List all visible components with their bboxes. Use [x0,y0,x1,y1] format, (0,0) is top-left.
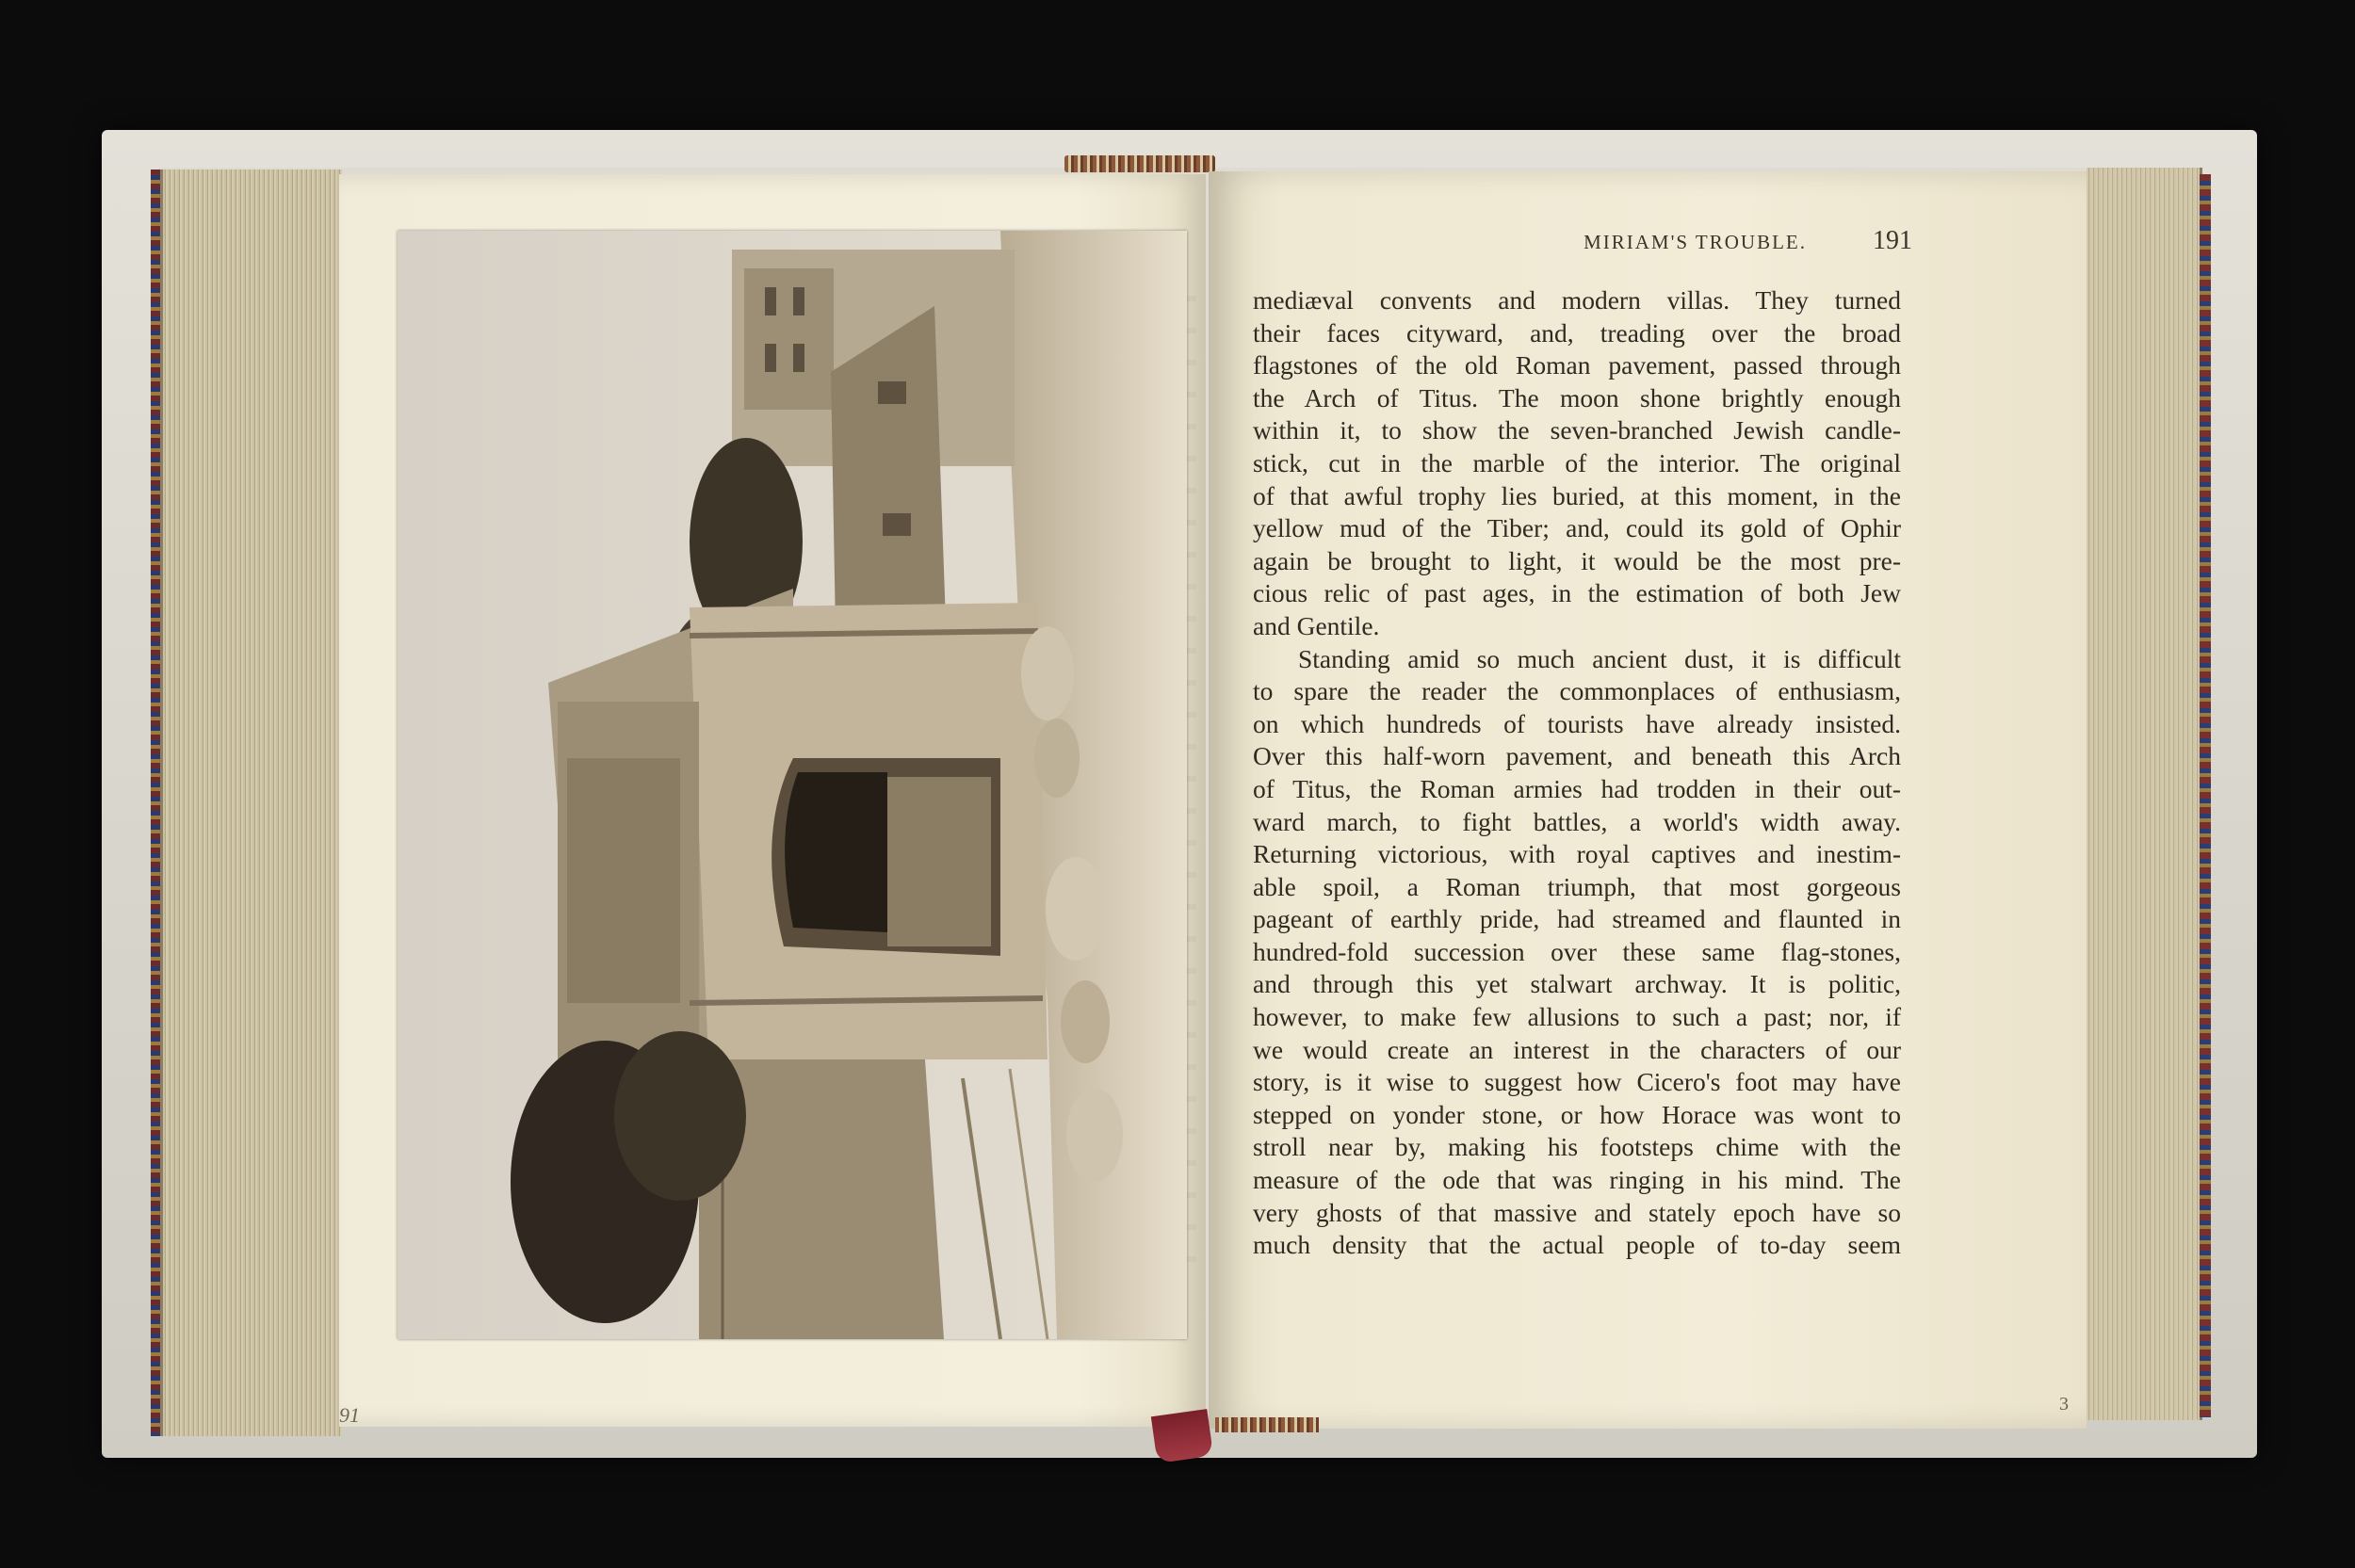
page-number: 191 [1873,226,1912,255]
ribbon-bookmark[interactable] [1151,1409,1213,1463]
text-line: measure of the ode that was ringing in his mind. The [1253,1165,1901,1195]
text-line: however, to make few allusions to such a past; nor, if [1253,1002,1901,1032]
text-line: ward march, to fight battles, a world's width away. [1253,806,1901,836]
text-line: we would create an interest in the characters of our [1253,1034,1901,1064]
marbled-edge-right [2200,174,2211,1417]
text-line: story, is it wise to suggest how Cicero's foot may have [1253,1067,1901,1097]
text-line: their faces cityward, and, treading over the broad [1253,317,1901,348]
text-line: able spoil, a Roman triumph, that most gorgeous [1253,871,1901,901]
body-text [1253,284,1901,1262]
text-line: flagstones of the old Roman pavement, passed through [1253,350,1901,380]
marbled-edge-left [151,170,160,1436]
text-line: stick, cut in the marble of the interior. The original [1253,447,1901,477]
text-line: on which hundreds of tourists have already insisted. [1253,708,1901,738]
text-line: again be brought to light, it would be the most pre- [1253,545,1901,575]
headband-top [1064,155,1215,172]
headband-bottom [1215,1417,1319,1432]
text-line: the Arch of Titus. The moon shone brightly enough [1253,382,1901,412]
text-line: of that awful trophy lies buried, at this moment, in the [1253,480,1901,510]
text-line: and Gentile. [1253,610,1380,640]
running-title: MIRIAM'S TROUBLE. [1584,231,1807,253]
running-head [1253,226,1912,256]
text-line: stepped on yonder stone, or how Horace was wont to [1253,1099,1901,1129]
page-edges-right [2087,168,2202,1420]
edge-mark: 3 [2059,1394,2069,1414]
text-line: mediæval convents and modern villas. They turned [1253,285,1901,315]
text-line: cious relic of past ages, in the estimation of both Jew [1253,578,1901,608]
text-line: to spare the reader the commonplaces of enthusiasm, [1253,676,1901,706]
arch-of-titus-photograph-icon [398,231,1187,1339]
page-edges-left [160,170,342,1436]
text-line: yellow mud of the Tiber; and, could its gold of Ophir [1253,513,1901,543]
text-line: and through this yet stalwart archway. It is politic, [1253,969,1901,999]
text-line: hundred-fold succession over these same flag-stones, [1253,936,1901,966]
text-line: stroll near by, making his footsteps chime with the [1253,1132,1901,1162]
text-line: pageant of earthly pride, had streamed and flaunted in [1253,904,1901,934]
text-line: Returning victorious, with royal captives and inestim- [1253,839,1901,869]
text-line: very ghosts of that massive and stately epoch have so [1253,1197,1901,1227]
text-line: much density that the actual people of to-day seem [1253,1230,1901,1260]
text-line: of Titus, the Roman armies had trodden in their out- [1253,773,1901,803]
plate-number: 91 [339,1403,360,1427]
text-line: within it, to show the seven-branched Jewish candle- [1253,415,1901,445]
text-line: Over this half-worn pavement, and beneath this Arch [1253,741,1901,771]
text-line: Standing amid so much ancient dust, it is difficult [1298,643,1901,673]
